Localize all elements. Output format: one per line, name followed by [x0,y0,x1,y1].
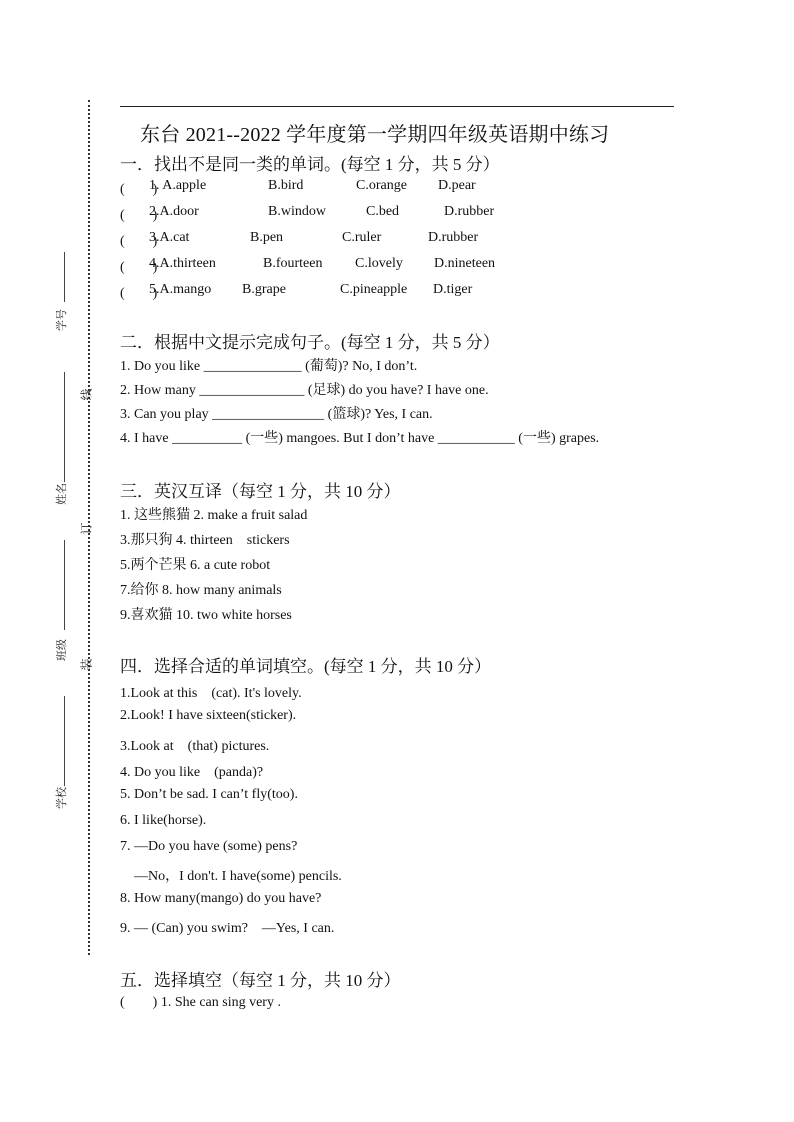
fill-word-item: —No，I don't. I have(some) pencils. [120,869,342,884]
option-d: D.rubber [428,230,479,245]
fill-word-item: 3.Look at (that) pictures. [120,739,270,754]
fill-sentence: 4. I have __________ (一些) mangoes. But I don’t have ___________ (一些) grapes. [120,431,600,446]
fill-word-item: 2.Look! I have sixteen(sticker). [120,708,297,723]
fill-word-item: 9. — (Can) you swim? —Yes, I can. [120,921,335,936]
student-id-label: 学号 [56,309,68,331]
name-blank [64,372,65,482]
option-b: B.window [268,204,326,219]
answer-paren: ( ) [120,260,158,275]
section-4-heading: 四．选择合适的单词填空。(每空 1 分，共 10 分） [120,657,492,676]
fill-sentence: 3. Can you play ________________ (篮球)? Yes, I can. [120,407,433,422]
answer-paren: ( ) [120,182,158,197]
section-5-heading: 五．选择填空（每空 1 分，共 10 分） [120,971,401,990]
name-label: 姓名 [56,483,68,505]
class-blank [64,540,65,630]
fill-sentence: 2. How many _______________ (足球) do you have? I have one. [120,383,489,398]
option-a: 5.A.mango [149,282,212,297]
school-label: 学校 [56,787,68,809]
option-b: B.pen [250,230,284,245]
option-c: C.orange [356,178,407,193]
student-id-blank [64,252,65,302]
exam-title: 东台 2021--2022 学年度第一学期四年级英语期中练习 [140,124,610,146]
option-c: C.lovely [355,256,403,271]
section-2-heading: 二．根据中文提示完成句子。(每空 1 分，共 5 分） [120,333,500,352]
fill-word-item: 7. —Do you have (some) pens? [120,839,298,854]
margin-mark-bind: 订 [79,522,94,535]
option-b: B.fourteen [263,256,323,271]
top-rule [120,106,674,107]
option-d: D.tiger [433,282,473,297]
class-label: 班级 [56,639,68,661]
answer-paren: ( ) [120,234,158,249]
translation-item: 1. 这些熊猫 2. make a fruit salad [120,508,308,523]
option-d: D.rubber [444,204,495,219]
option-d: D.pear [438,178,476,193]
option-c: C.pineapple [340,282,408,297]
fill-word-item: 8. How many(mango) do you have? [120,891,322,906]
translation-item: 5.两个芒果 6. a cute robot [120,558,271,573]
option-b: B.bird [268,178,304,193]
fill-sentence: 1. Do you like ______________ (葡萄)? No, I don’t. [120,359,418,374]
section-1-heading: 一．找出不是同一类的单词。(每空 1 分，共 5 分） [120,155,500,174]
answer-paren: ( ) [120,208,158,223]
fill-word-item: 1.Look at this (cat). It's lovely. [120,686,302,701]
option-c: C.bed [366,204,400,219]
margin-mark-line: 线 [79,388,94,401]
option-d: D.nineteen [434,256,496,271]
option-a: 1. A.apple [149,178,207,193]
answer-paren: ( ) [120,286,158,301]
translation-item: 3.那只狗 4. thirteen stickers [120,533,290,548]
translation-item: 7.给你 8. how many animals [120,583,282,598]
option-c: C.ruler [342,230,382,245]
option-b: B.grape [242,282,286,297]
fill-word-item: 6. I like(horse). [120,813,207,828]
section-3-heading: 三．英汉互译（每空 1 分，共 10 分） [120,482,401,501]
option-a: 3.A.cat [149,230,190,245]
school-blank [64,696,65,786]
translation-item: 9.喜欢猫 10. two white horses [120,608,292,623]
multiple-choice-item: ( ) 1. She can sing very . [120,995,281,1010]
option-a: 4.A.thirteen [149,256,216,271]
option-a: 2.A.door [149,204,199,219]
fill-word-item: 4. Do you like (panda)? [120,765,264,780]
fill-word-item: 5. Don’t be sad. I can’t fly(too). [120,787,298,802]
margin-mark-pack: 装 [79,658,94,671]
